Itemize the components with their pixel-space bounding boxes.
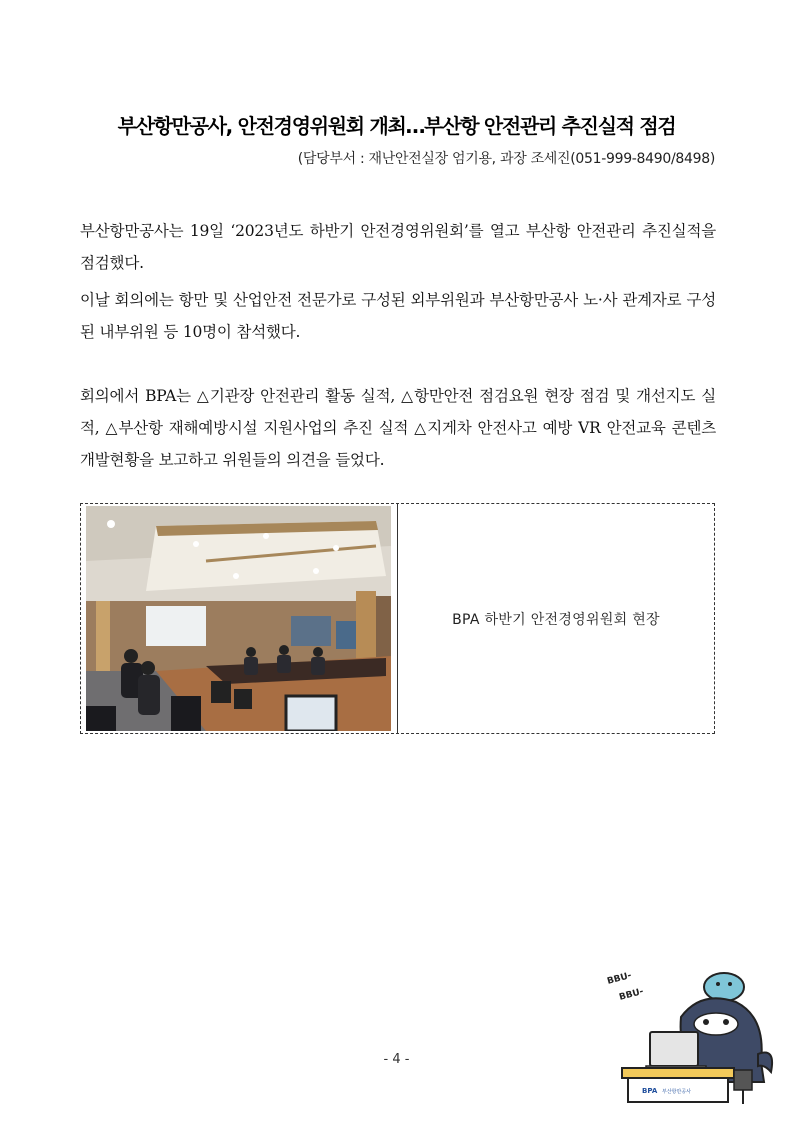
desk-brand: BPA <box>642 1087 658 1095</box>
body-paragraph-1: 부산항만공사는 19일 ‘2023년도 하반기 안전경영위원회’를 열고 부산항 안전관리 추진실적을 점검했다. <box>80 221 716 272</box>
sound-text-2: BBU- <box>618 986 645 1003</box>
bpa-mascot-illustration <box>606 962 776 1112</box>
desk-brand-sub: 부산항만공사 <box>662 1089 691 1095</box>
photo-cell <box>81 504 398 733</box>
press-release-title: 부산항만공사, 안전경영위원회 개최…부산항 안전관리 추진실적 점검 <box>117 114 676 138</box>
department-contact: (담당부서 : 재난안전실장 엄기용, 과장 조세진(051-999-8490/8498) <box>297 151 715 167</box>
photo-table <box>80 503 715 734</box>
photo-caption: BPA 하반기 안전경영위원회 현장 <box>452 611 660 628</box>
meeting-room-photo <box>86 506 391 731</box>
body-paragraph-3: 회의에서 BPA는 △기관장 안전관리 활동 실적, △항만안전 점검요원 현장 점검 및 개선지도 실적, △부산항 재해예방시설 지원사업의 추진 실적 △지게차 안전사고 예방 VR 안전교육 콘텐츠 개발현황을 보고하고 위원들의 의견을 들었다. <box>80 386 716 469</box>
body-paragraph-2: 이날 회의에는 항만 및 산업안전 전문가로 구성된 외부위원과 부산항만공사 노·사 관계자로 구성된 내부위원 등 10명이 참석했다. <box>80 290 716 341</box>
sound-text-1: BBU- <box>606 970 633 987</box>
page-number: - 4 - <box>383 1052 410 1067</box>
